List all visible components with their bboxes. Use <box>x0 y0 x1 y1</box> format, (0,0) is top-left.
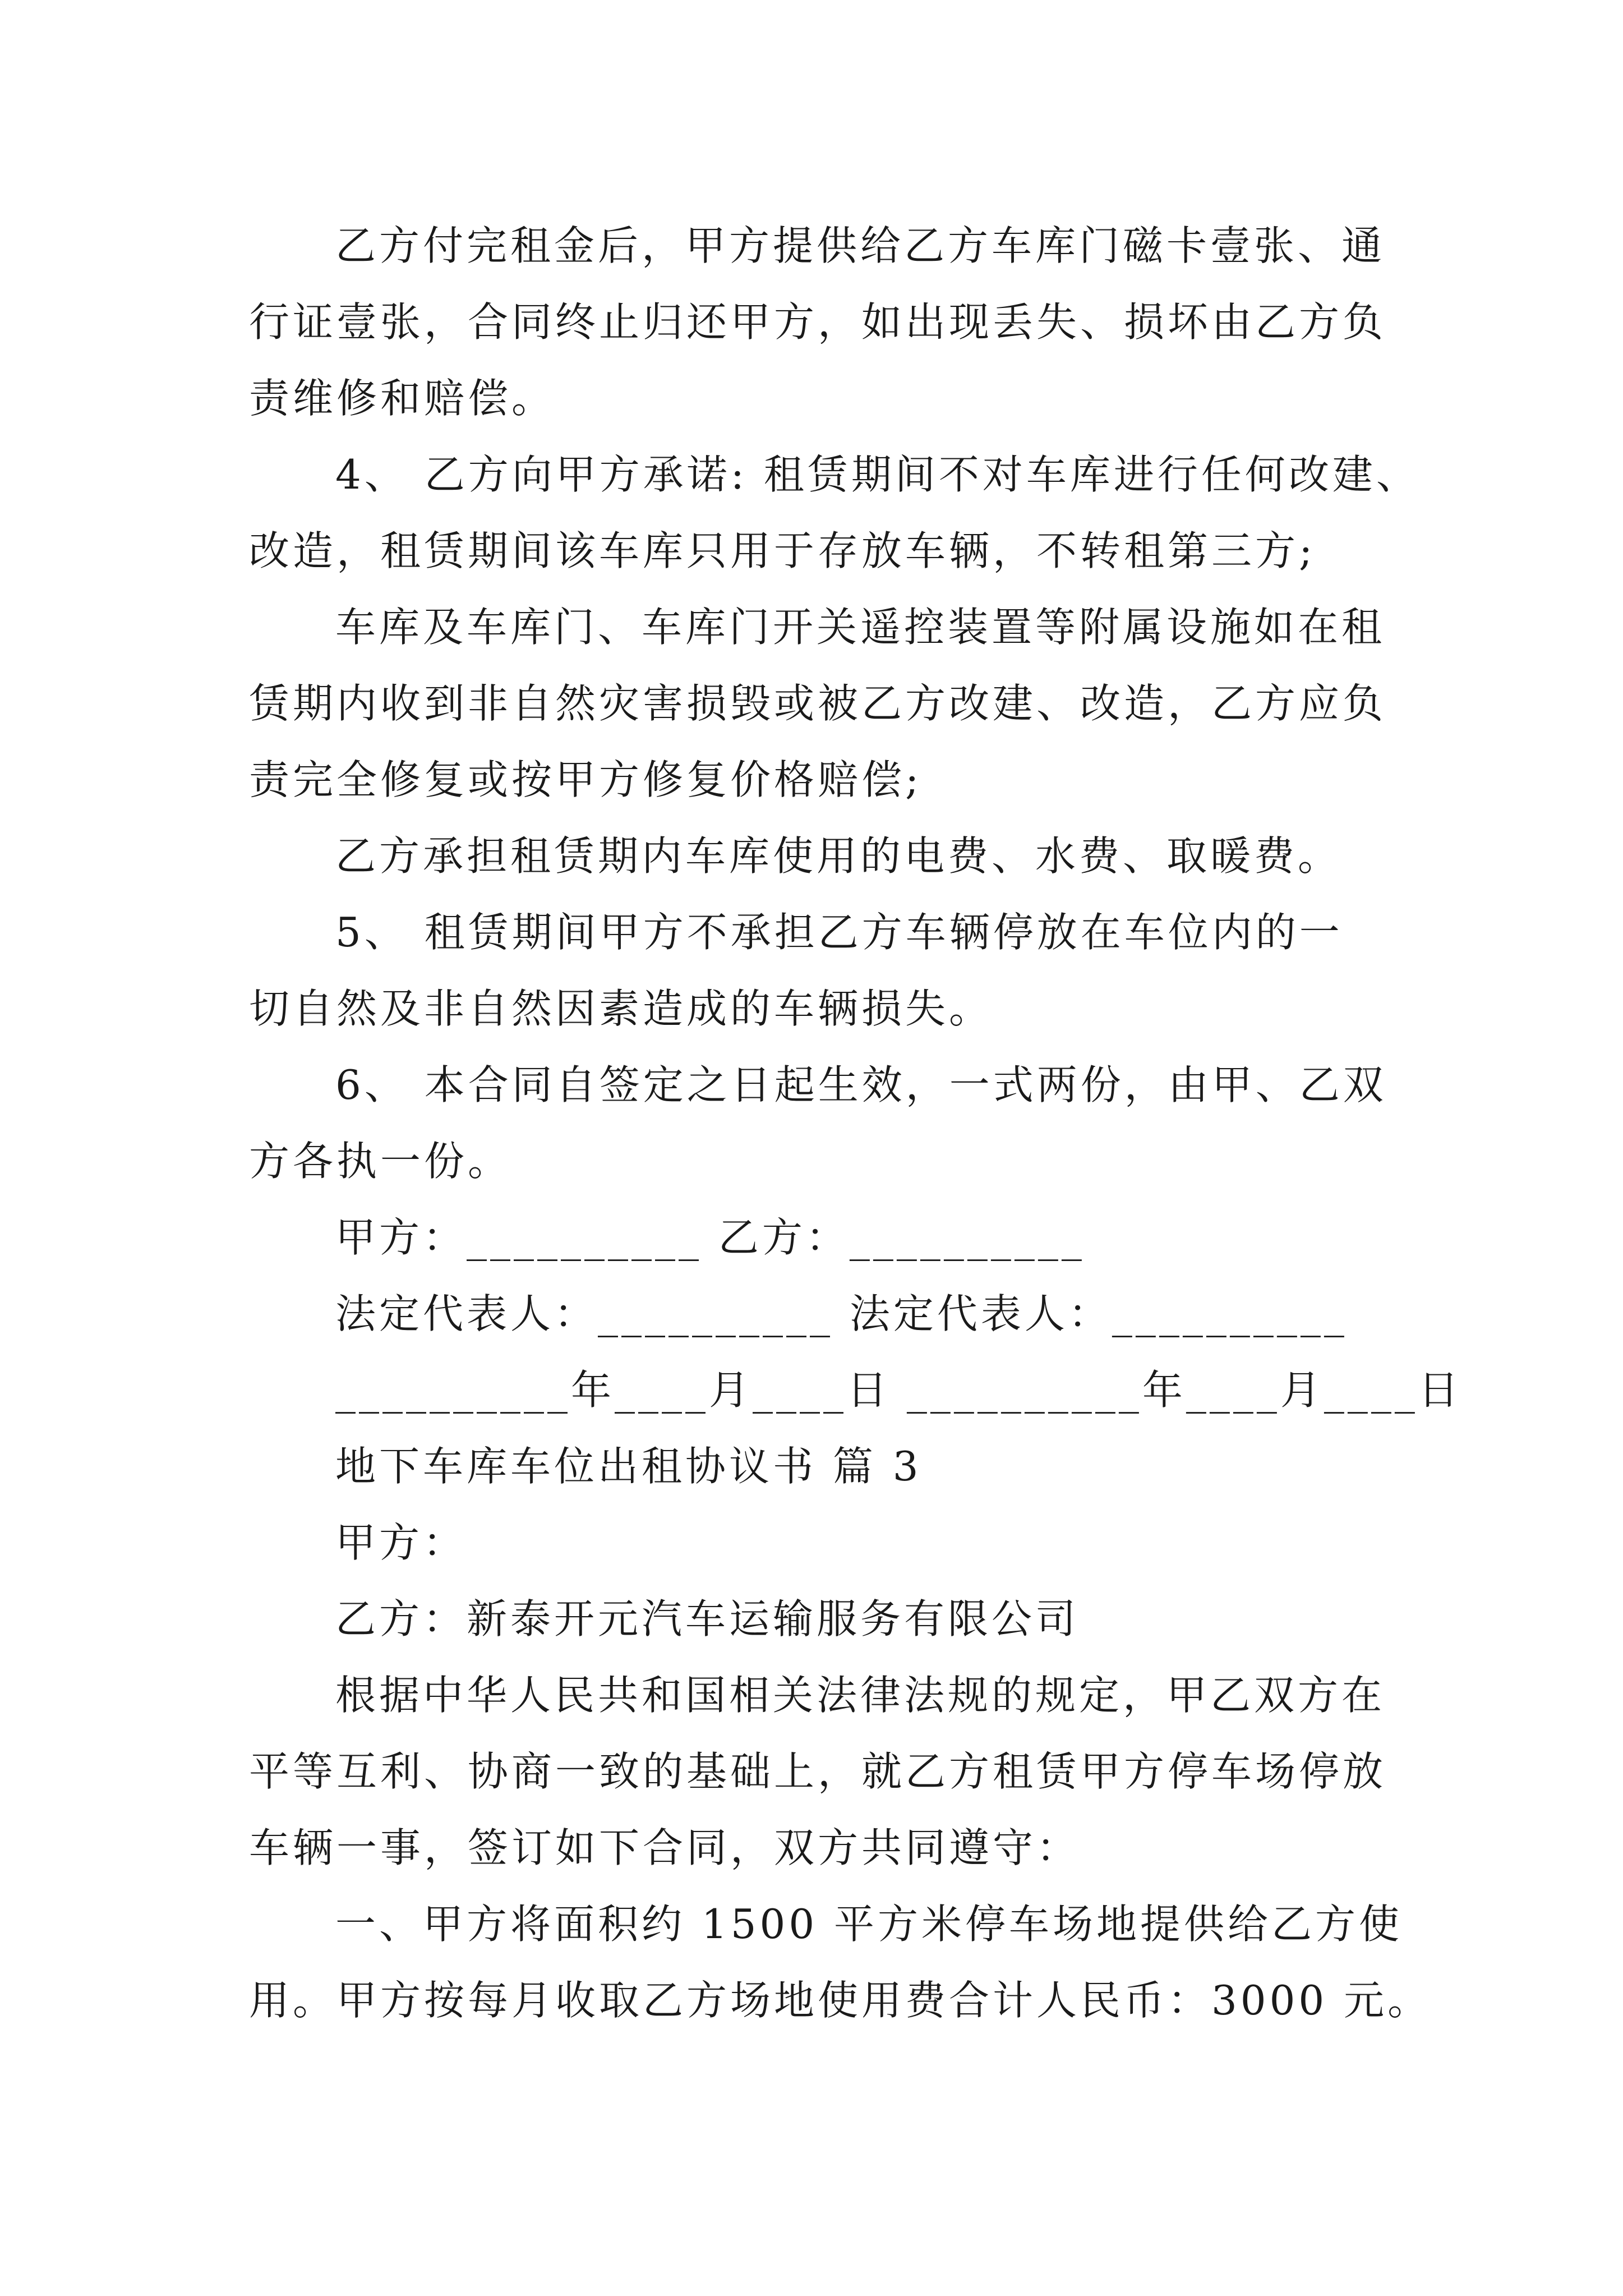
text-line: 6、 本合同自签定之日起生效，一式两份，由甲、乙双 <box>335 1061 1387 1108</box>
text-line: 根据中华人民共和国相关法律法规的规定，甲乙双方在 <box>335 1672 1386 1719</box>
text-line: 行证壹张，合同终止归还甲方，如出现丢失、损坏由乙方负 <box>249 298 1387 346</box>
text-line: 改造，租赁期间该车库只用于存放车辆，不转租第三方; <box>249 527 1316 574</box>
text-line: 切自然及非自然因素造成的车辆损失。 <box>249 985 993 1032</box>
party-b-line: 乙方：新泰开元汽车运输服务有限公司 <box>335 1595 1080 1642</box>
signature-line: 甲方：__________ 乙方：__________ <box>335 1214 1085 1261</box>
text-line: 责维修和赔偿。 <box>249 375 556 422</box>
text-line: 乙方承担租赁期内车库使用的电费、水费、取暖费。 <box>335 832 1342 880</box>
text-line: 一、甲方将面积约 1500 平方米停车场地提供给乙方使 <box>335 1901 1403 1948</box>
text-line: 4、 乙方向甲方承诺: 租赁期间不对车库进行任何改建、 <box>335 451 1420 498</box>
date-line: __________年____月____日 __________年____月____日 <box>335 1366 1462 1414</box>
text-line: 用。甲方按每月收取乙方场地使用费合计人民币：3000 元。 <box>249 1977 1432 2024</box>
text-line: 乙方付完租金后，甲方提供给乙方车库门磁卡壹张、通 <box>335 222 1386 269</box>
party-a-line: 甲方： <box>335 1519 467 1566</box>
text-line: 赁期内收到非自然灾害损毁或被乙方改建、改造，乙方应负 <box>249 680 1387 727</box>
text-line: 平等互利、协商一致的基础上，就乙方租赁甲方停车场停放 <box>249 1748 1387 1795</box>
signature-line: 法定代表人：__________ 法定代表人：__________ <box>335 1290 1348 1337</box>
text-line: 车库及车库门、车库门开关遥控装置等附属设施如在租 <box>335 604 1386 651</box>
section-heading: 地下车库车位出租协议书 篇 3 <box>335 1443 922 1490</box>
text-line: 车辆一事，签订如下合同，双方共同遵守： <box>249 1824 1081 1871</box>
text-line: 责完全修复或按甲方修复价格赔偿; <box>249 756 923 803</box>
text-line: 方各执一份。 <box>249 1138 512 1185</box>
text-line: 5、 租赁期间甲方不承担乙方车辆停放在车位内的一 <box>335 909 1343 956</box>
